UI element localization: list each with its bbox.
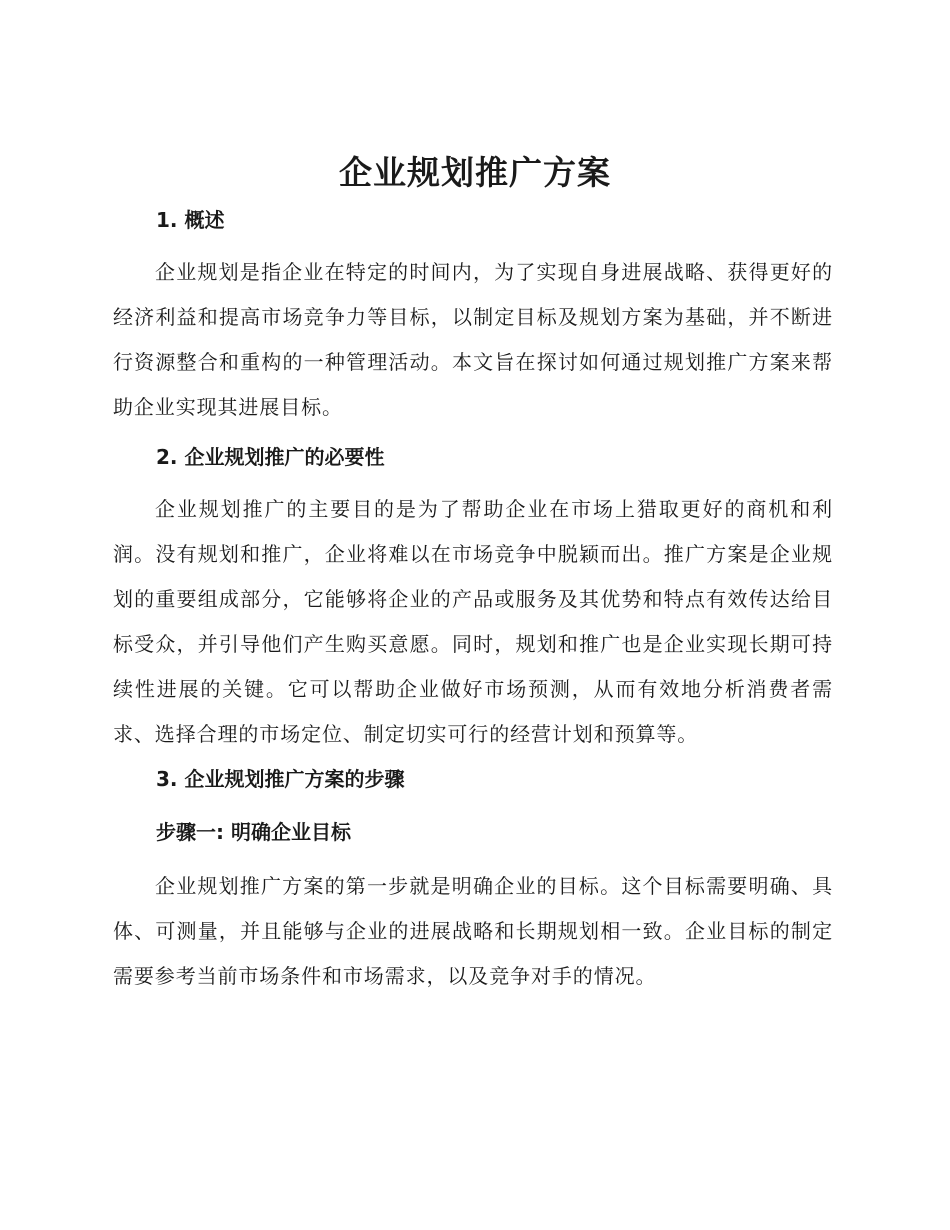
section-heading-steps: 3. 企业规划推广方案的步骤 [156,767,405,791]
section-heading-overview: 1. 概述 [156,208,225,232]
section-paragraph-overview: 企业规划是指企业在特定的时间内，为了实现自身进展战略、获得更好的经济利益和提高市场竞争力等目标，以制定目标及规划方案为基础，并不断进行资源整合和重构的一种管理活动。本文旨在探讨如何通过规划推广方案来帮助企业实现其进展目标。 [113,260,833,419]
step-one-paragraph: 企业规划推广方案的第一步就是明确企业的目标。这个目标需要明确、具体、可测量，并且能够与企业的进展战略和长期规划相一致。企业目标的制定需要参考当前市场条件和市场需求，以及竞争对手的情况。 [113,874,833,988]
document-title: 企业规划推广方案 [339,153,611,192]
section-heading-necessity: 2. 企业规划推广的必要性 [156,445,385,469]
section-paragraph-necessity: 企业规划推广的主要目的是为了帮助企业在市场上猎取更好的商机和利润。没有规划和推广，企业将难以在市场竞争中脱颖而出。推广方案是企业规划的重要组成部分，它能够将企业的产品或服务及其优势和特点有效传达给目标受众，并引导他们产生购买意愿。同时，规划和推广也是企业实现长期可持续性进展的关键。它可以帮助企业做好市场预测，从而有效地分析消费者需求、选择合理的市场定位、制定切实可行的经营计划和预算等。 [113,497,833,746]
step-one-heading: 步骤一: 明确企业目标 [156,820,351,844]
